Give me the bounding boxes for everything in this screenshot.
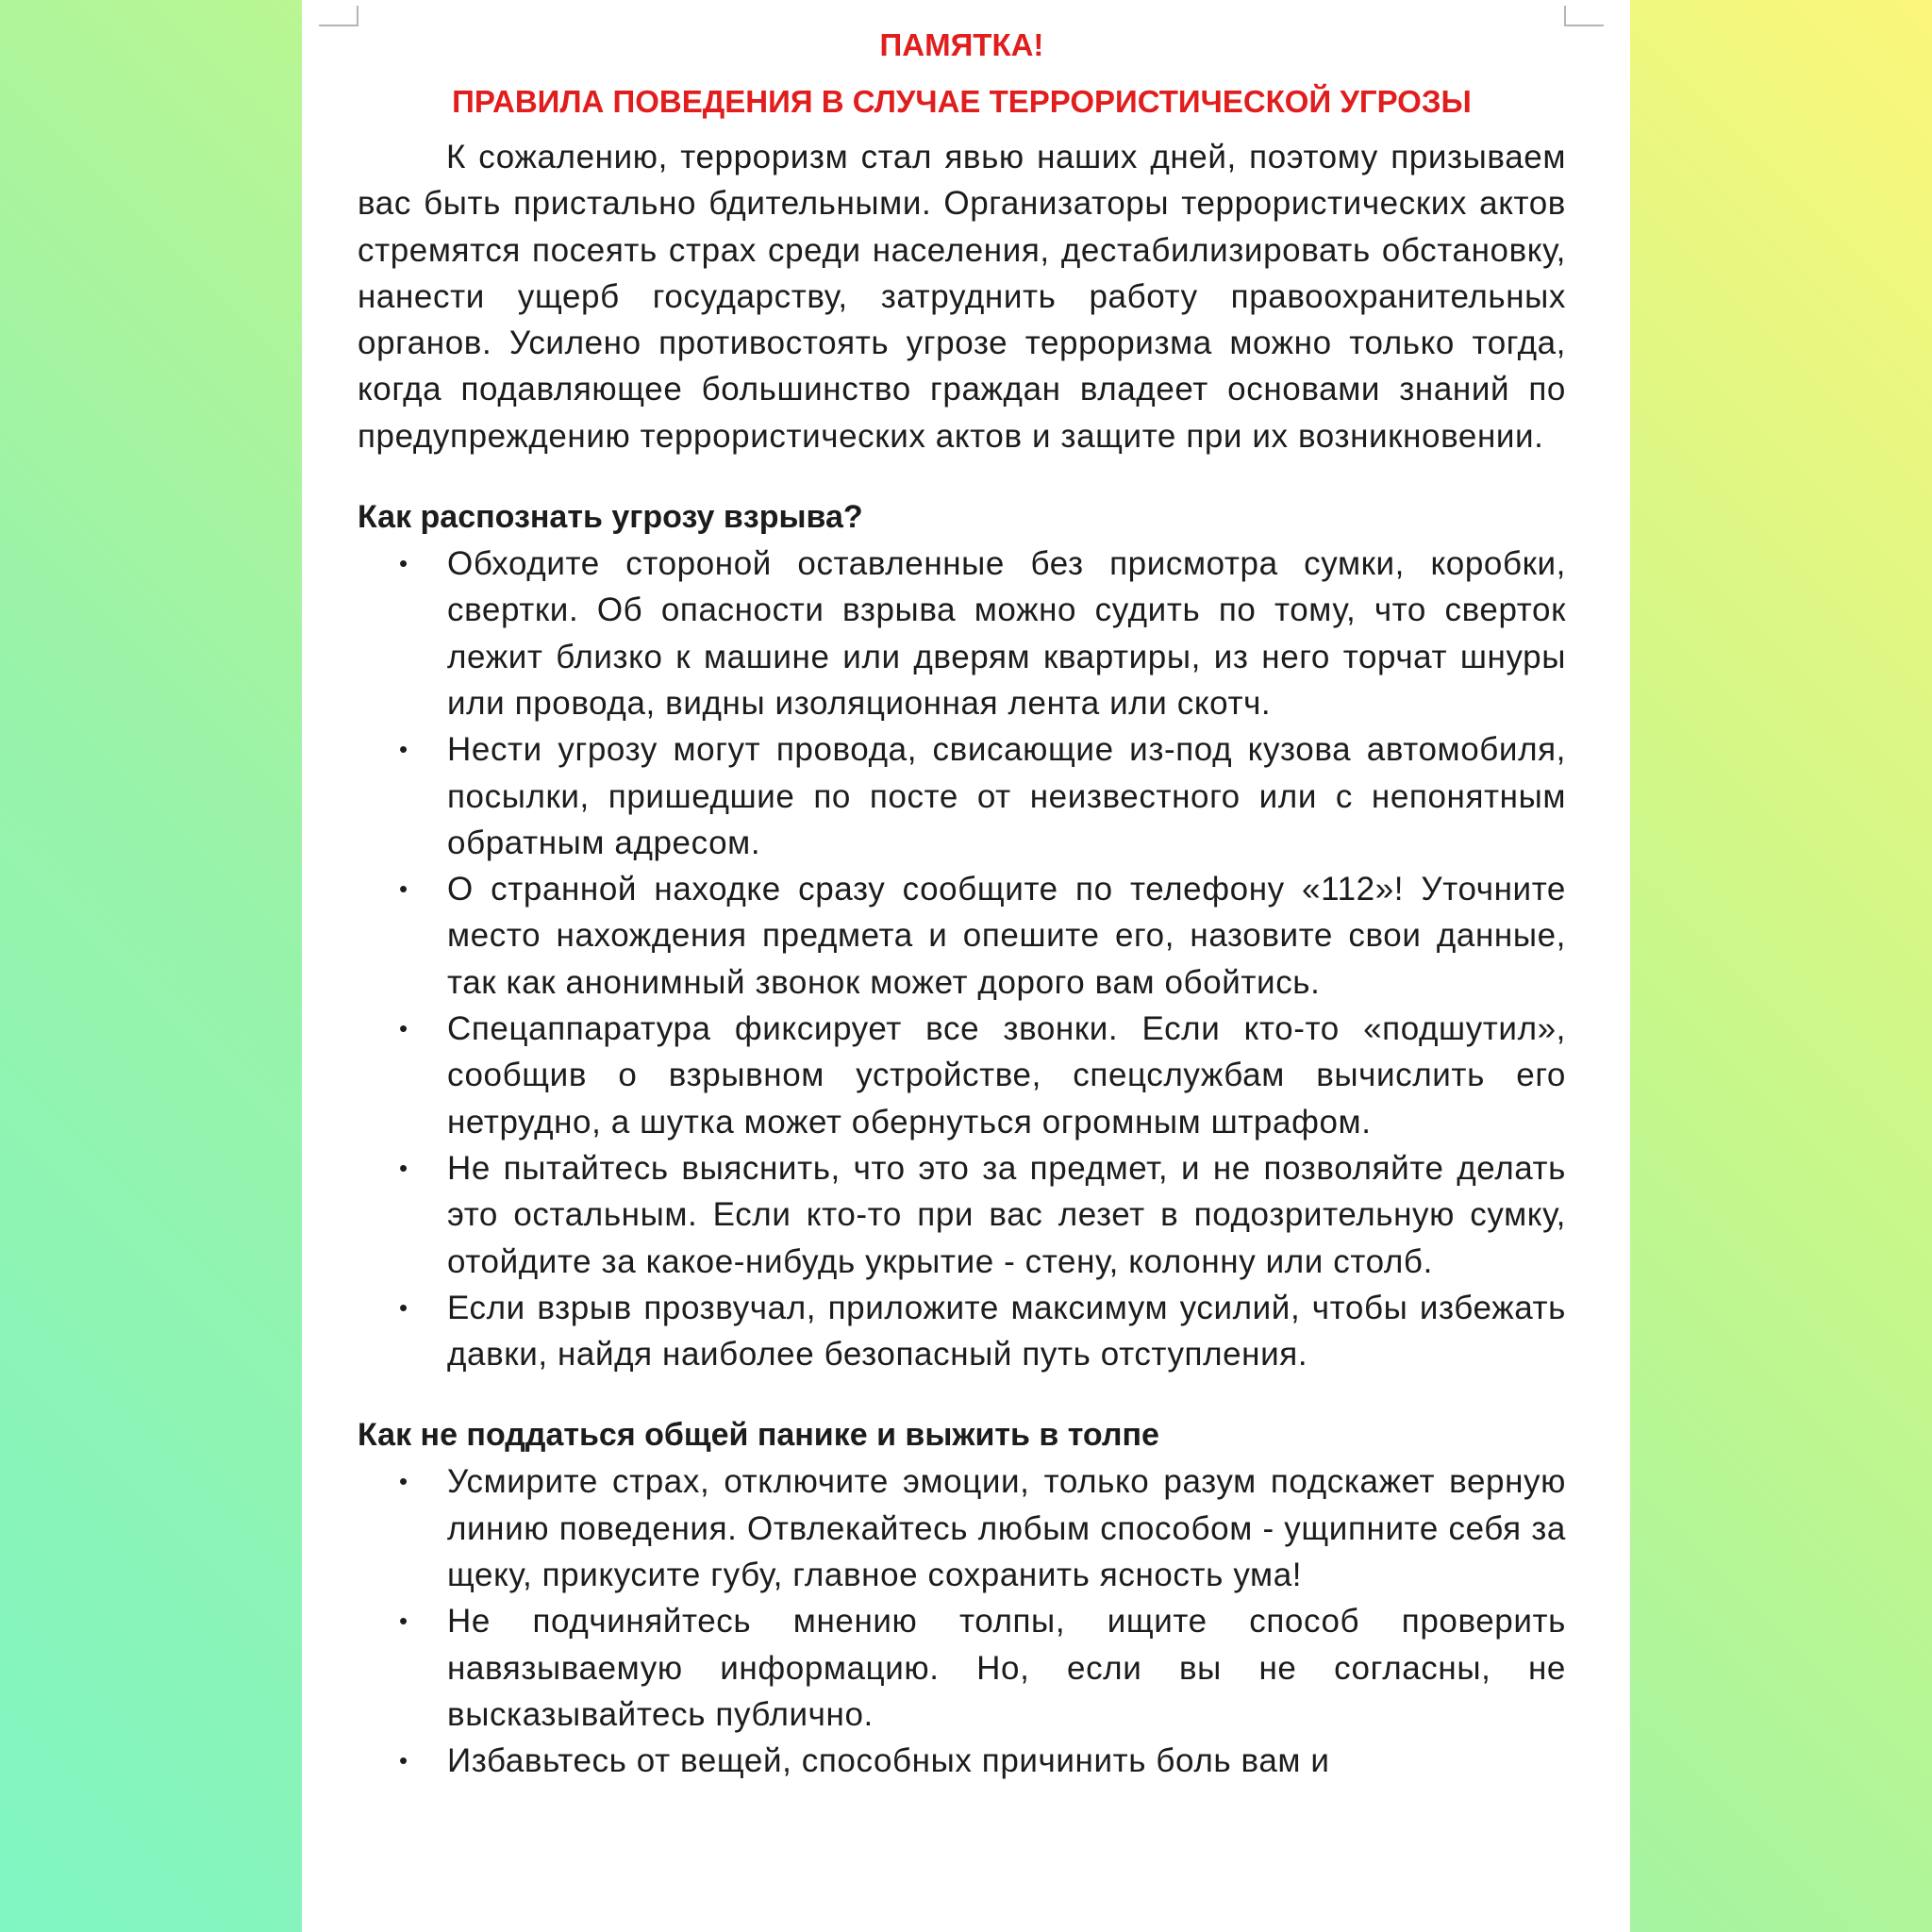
memo-subtitle: ПРАВИЛА ПОВЕДЕНИЯ В СЛУЧАЕ ТЕРРОРИСТИЧЕСКОЙ УГРОЗЫ xyxy=(452,84,1472,119)
list-item xyxy=(358,1598,1566,1738)
bullet-icon: • xyxy=(399,1467,408,1496)
page-corner-mark-left xyxy=(319,6,358,26)
list-item xyxy=(358,1738,1566,1784)
list-item-text: Обходите стороной оставленные без присмотра сумки, коробки, свертки. Об опасности взрыва можно судить по тому, что сверток лежит близко к машине или дверям квартиры, из него торчат шнуры или провода, видны изоляционная лента или скотч. xyxy=(447,545,1566,722)
list-item-text: Не пытайтесь выяснить, что это за предмет, и не позволяйте делать это остальным. Если кто-то при вас лезет в подозрительную сумку, отойдите за какое-нибудь укрытие - стену, колонну или столб. xyxy=(447,1149,1566,1280)
list-item-text: Не подчиняйтесь мнению толпы, ищите способ проверить навязываемую информацию. Но, если вы не согласны, не высказывайтесь публично. xyxy=(447,1603,1566,1733)
list-item-text: Усмирите страх, отключите эмоции, только разум подскажет верную линию поведения. Отвлекайтесь любым способом - ущипните себя за щеку, прикусите губу, главное сохранить ясность ума! xyxy=(447,1463,1566,1594)
bullet-icon: • xyxy=(399,549,408,578)
document-content xyxy=(358,23,1566,1785)
bullet-icon: • xyxy=(399,1292,408,1322)
bullet-icon: • xyxy=(399,1014,408,1043)
section-heading: Как распознать угрозу взрыва? xyxy=(358,499,863,536)
memo-title: ПАМЯТКА! xyxy=(879,27,1044,62)
bullet-icon: • xyxy=(399,1607,408,1636)
bullet-list xyxy=(358,541,1566,1377)
list-item-text: Если взрыв прозвучал, приложите максимум усилий, чтобы избежать давки, найдя наиболее безопасный путь отступления. xyxy=(447,1289,1566,1374)
document-page xyxy=(302,0,1630,1932)
bullet-icon: • xyxy=(399,1153,408,1182)
list-item-text: Нести угрозу могут провода, свисающие из-под кузова автомобиля, посылки, пришедшие по посте от неизвестного или с непонятным обратным адресом. xyxy=(447,731,1566,861)
bullet-icon: • xyxy=(399,735,408,764)
list-item xyxy=(358,726,1566,866)
list-item-text: Спецаппаратура фиксирует все звонки. Если кто-то «подшутил», сообщив о взрывном устройстве, спецслужбам вычислить его нетрудно, а шутка может обернуться огромным штрафом. xyxy=(447,1010,1566,1141)
bullet-icon: • xyxy=(399,874,408,904)
list-item xyxy=(358,1145,1566,1285)
section-heading: Как не поддаться общей панике и выжить в толпе xyxy=(358,1417,1159,1454)
list-item xyxy=(358,866,1566,1006)
list-item xyxy=(358,1006,1566,1145)
list-item-text: О странной находке сразу сообщите по телефону «112»! Уточните место нахождения предмета и опешите его, назовите свои данные, так как анонимный звонок может дорого вам обойтись. xyxy=(447,871,1566,1001)
bullet-list xyxy=(358,1458,1566,1784)
page-corner-mark-right xyxy=(1564,6,1604,26)
bullet-icon: • xyxy=(399,1746,408,1775)
list-item xyxy=(358,1458,1566,1598)
intro-paragraph: К сожалению, терроризм стал явью наших дней, поэтому призываем вас быть пристально бдительными. Организаторы террористических актов стремятся посеять страх среди населения, дестабилизировать обстановку, нанести ущерб государству, затруднить работу правоохранительных органов. Усилено противостоять угрозе терроризма можно только тогда, когда подавляющее большинство граждан владеет основами знаний по предупреждению террористических актов и защите при их возникновении. xyxy=(358,139,1566,455)
list-item xyxy=(358,541,1566,726)
list-item xyxy=(358,1285,1566,1378)
list-item-text: Избавьтесь от вещей, способных причинить боль вам и xyxy=(447,1742,1330,1780)
